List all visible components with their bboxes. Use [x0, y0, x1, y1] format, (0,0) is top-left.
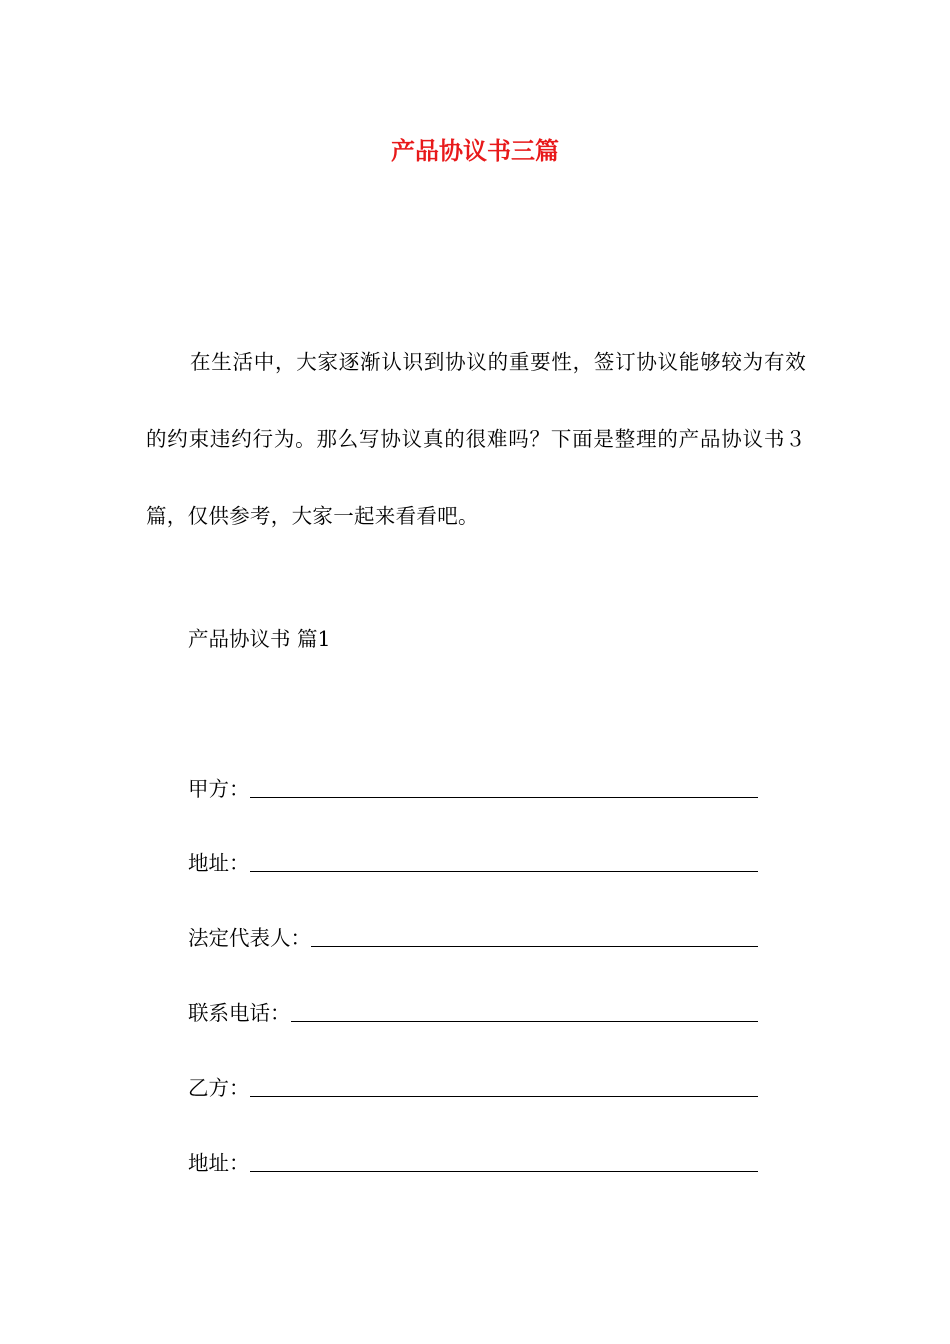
party-b-address-field — [188, 1148, 758, 1178]
intro-paragraph: 在生活中，大家逐渐认识到协议的重要性，签订协议能够较为有效的约束违约行为。那么写协议真的很难吗？下面是整理的产品协议书３篇，仅供参考，大家一起来看看吧。 — [146, 350, 806, 528]
party-a-address-label: 地址： — [188, 851, 250, 875]
party-a-blank-line — [250, 797, 759, 798]
party-b-blank-line — [250, 1096, 759, 1097]
section-heading: 产品协议书 篇1 — [188, 627, 331, 651]
party-a-label: 甲方： — [188, 777, 250, 801]
party-b-label: 乙方： — [188, 1076, 250, 1100]
legal-representative-field — [188, 923, 758, 953]
phone-blank-line — [291, 1021, 759, 1022]
party-b-field — [188, 1073, 758, 1103]
phone-field — [188, 998, 758, 1028]
party-b-address-blank-line — [250, 1171, 759, 1172]
party-a-field — [188, 774, 758, 804]
phone-label: 联系电话： — [188, 1001, 291, 1025]
document-title: 产品协议书三篇 — [391, 136, 559, 165]
legal-representative-label: 法定代表人： — [188, 926, 311, 950]
party-b-address-label: 地址： — [188, 1151, 250, 1175]
legal-representative-blank-line — [311, 946, 758, 947]
party-a-address-blank-line — [250, 871, 759, 872]
party-a-address-field — [188, 848, 758, 878]
